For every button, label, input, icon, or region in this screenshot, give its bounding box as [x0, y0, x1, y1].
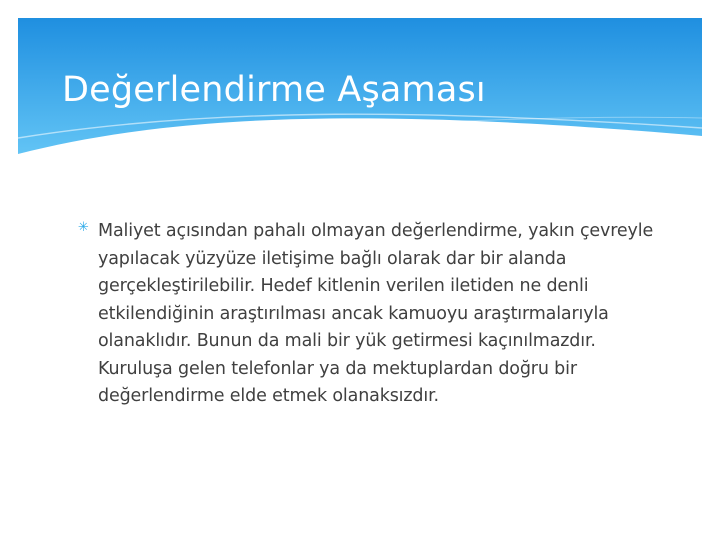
bullet-text: Maliyet açısından pahalı olmayan değerlendirme, yakın çevreyle yapılacak yüzyüze iletişime bağlı olarak dar bir alanda gerçekleştirilebilir. Hedef kitlenin verilen iletiden ne denli etkilendiğinin araştırılması ancak kamuoyu araştırmalarıyla olanaklıdır. Bunun da mali bir yük getirmesi kaçınılmazdır. Kuruluşa gelen telefonlar ya da mektuplardan doğru bir değerlendirme elde etmek olanaksızdır.: [98, 221, 654, 406]
star-bullet-icon: ✳: [78, 220, 89, 235]
slide-title: Değerlendirme Aşaması: [62, 70, 486, 110]
title-banner: [18, 18, 702, 154]
content-area: [78, 218, 658, 411]
bullet-item: [78, 218, 658, 411]
